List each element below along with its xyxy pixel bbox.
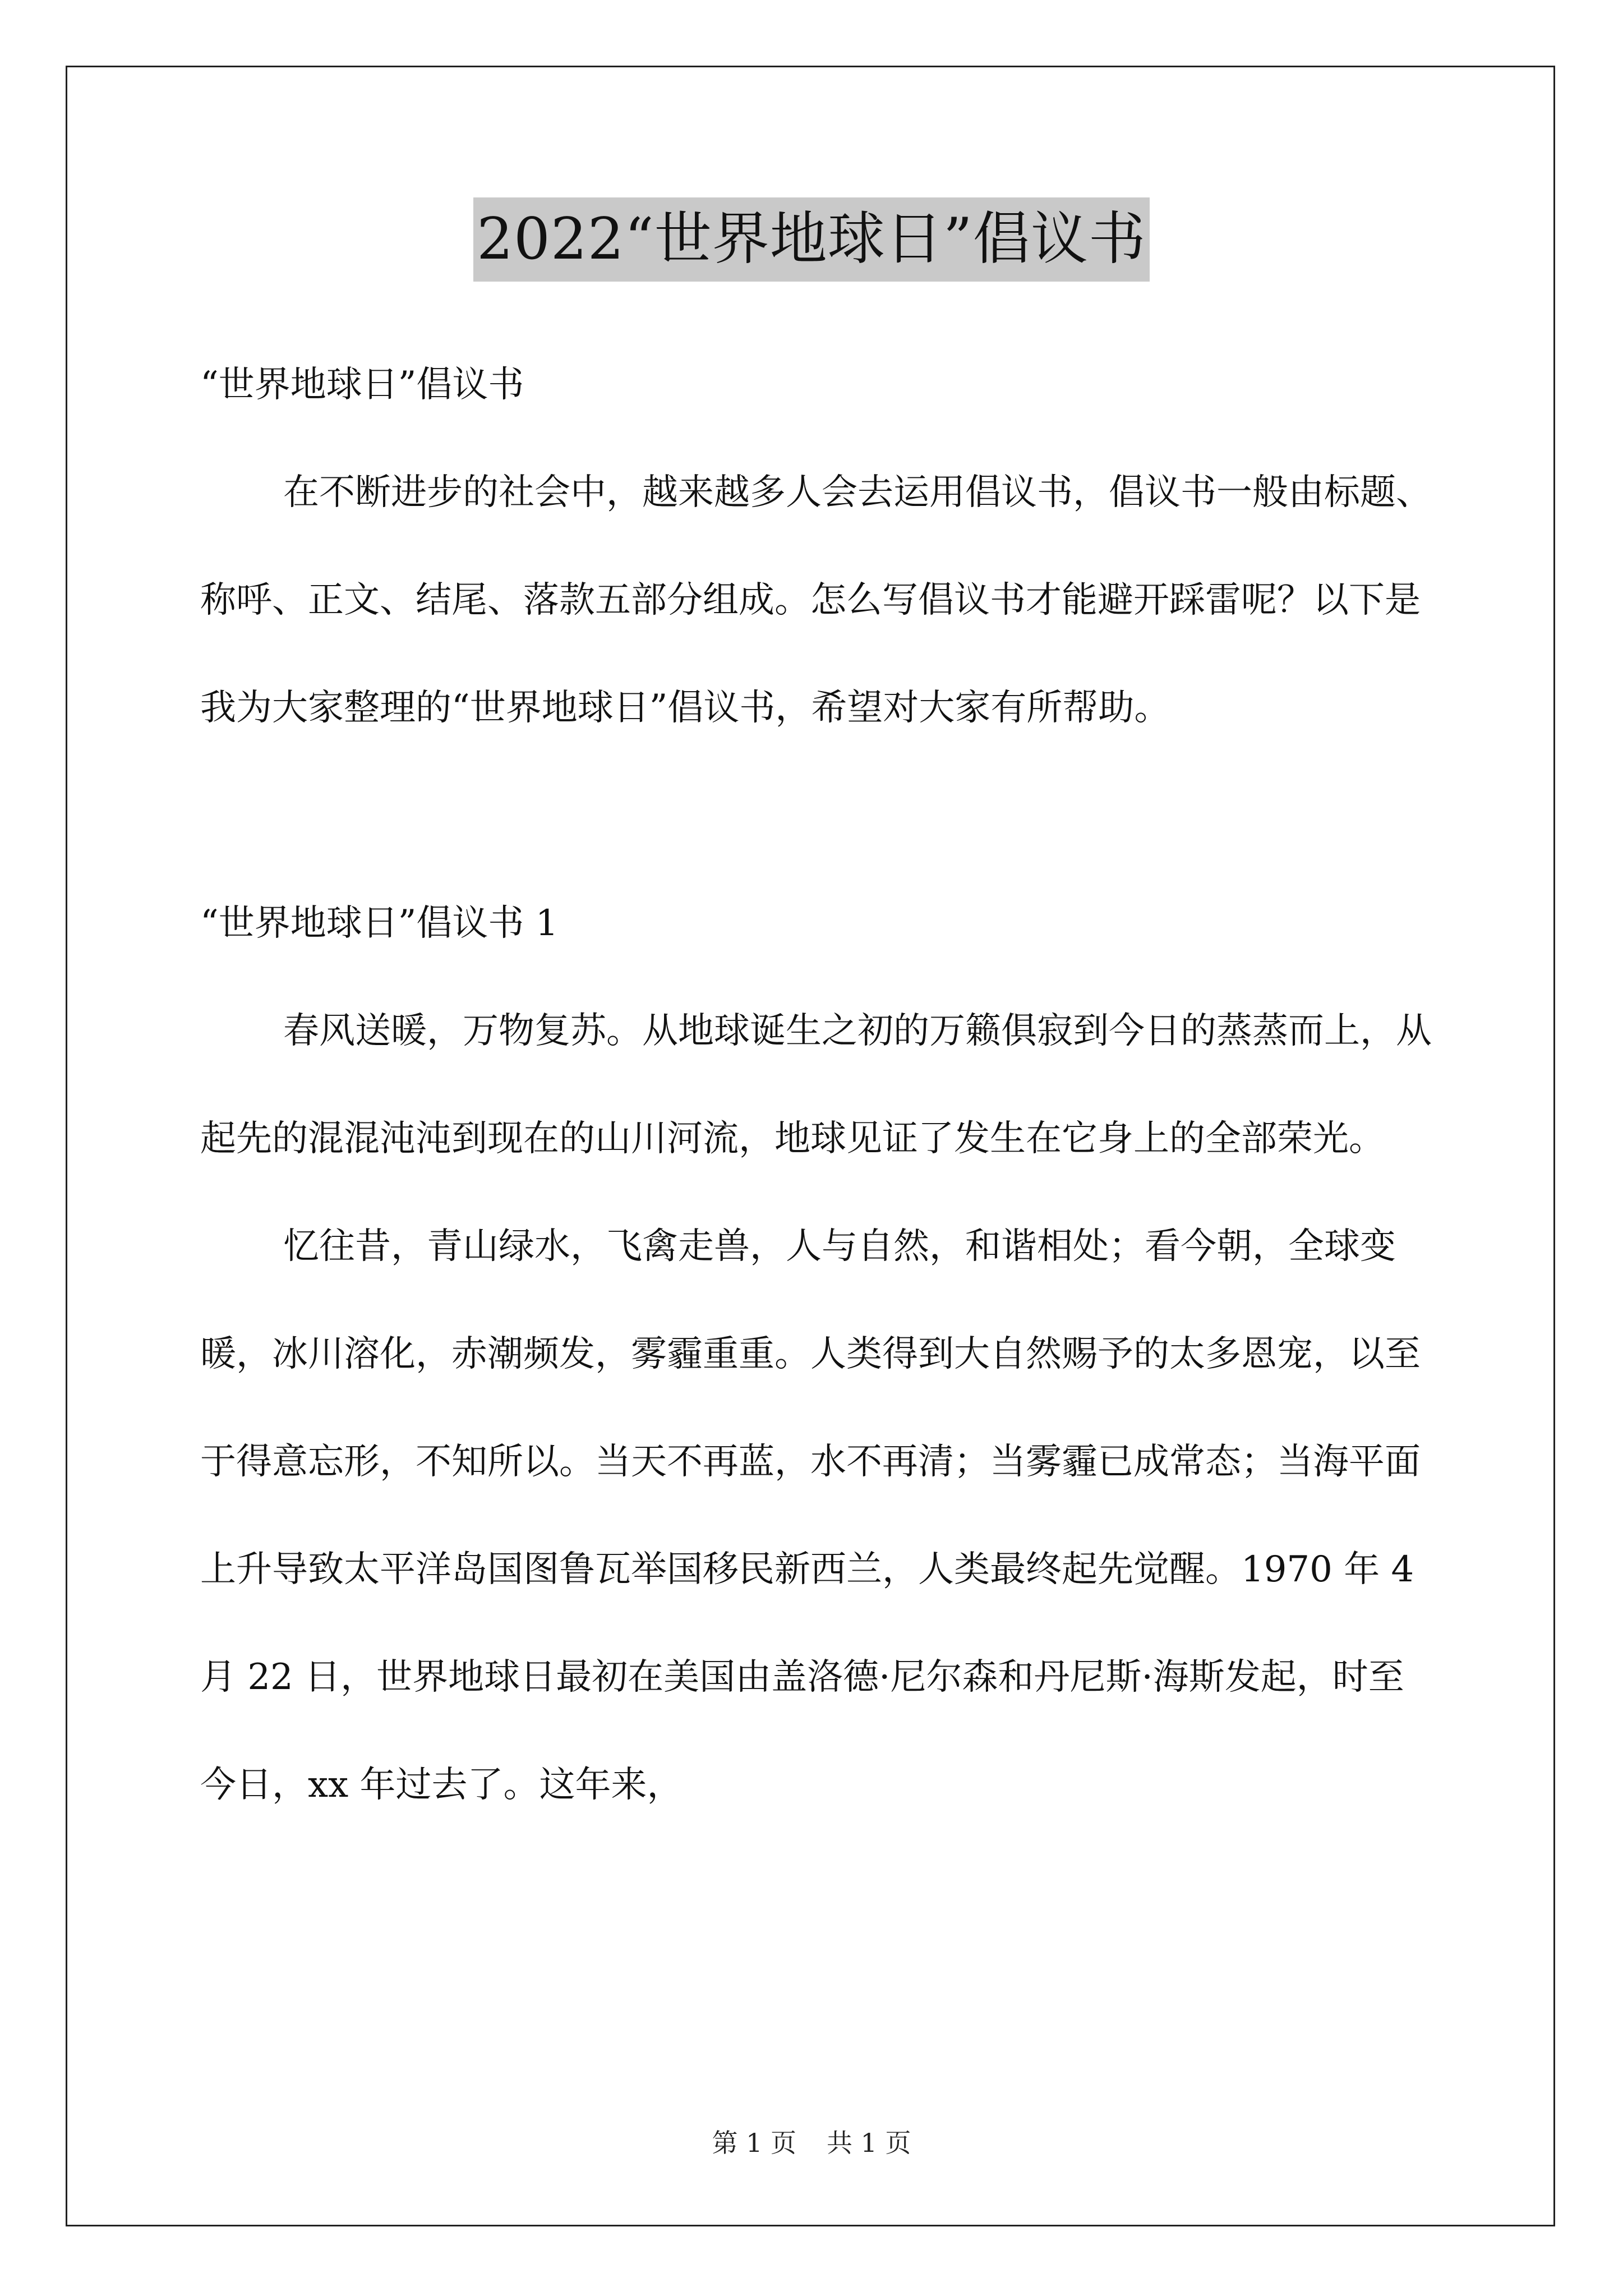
page-number: 第 1 页 [712, 2128, 796, 2158]
document-title: 2022“世界地球日”倡议书 [473, 197, 1150, 282]
body-paragraph: 忆往昔，青山绿水，飞禽走兽，人与自然，和谐相处；看今朝，全球变暖，冰川溶化，赤潮频发，雾霾重重。人类得到大自然赐予的太多恩宠，以至于得意忘形，不知所以。当天不再蓝，水不再清；当雾霾已成常态；当海平面上升导致太平洋岛国图鲁瓦举国移民新西兰，人类最终起先觉醒。1970 年 4 月 22 日，世界地球日最初在美国由盖洛德·尼尔森和丹尼斯·海斯发起，时至今日，xx 年过去了。这年来， [200, 1226, 1421, 1806]
section-heading: “世界地球日”倡议书 1 [200, 903, 559, 944]
page-footer [0, 2126, 1623, 2160]
intro-paragraph: 在不断进步的社会中，越来越多人会去运用倡议书，倡议书一般由标题、称呼、正文、结尾、落款五部分组成。怎么写倡议书才能避开踩雷呢？以下是我为大家整理的“世界地球日”倡议书，希望对大家有所帮助。 [200, 472, 1432, 729]
page-total: 共 1 页 [827, 2128, 911, 2158]
title-container [0, 197, 1623, 282]
body-paragraph: 春风送暖，万物复苏。从地球诞生之初的万籁俱寂到今日的蒸蒸而上，从起先的混混沌沌到现在的山川河流，地球见证了发生在它身上的全部荣光。 [200, 1010, 1432, 1159]
subtitle: “世界地球日”倡议书 [200, 364, 524, 406]
document-body [200, 331, 1434, 1839]
section-spacer [200, 762, 1434, 869]
